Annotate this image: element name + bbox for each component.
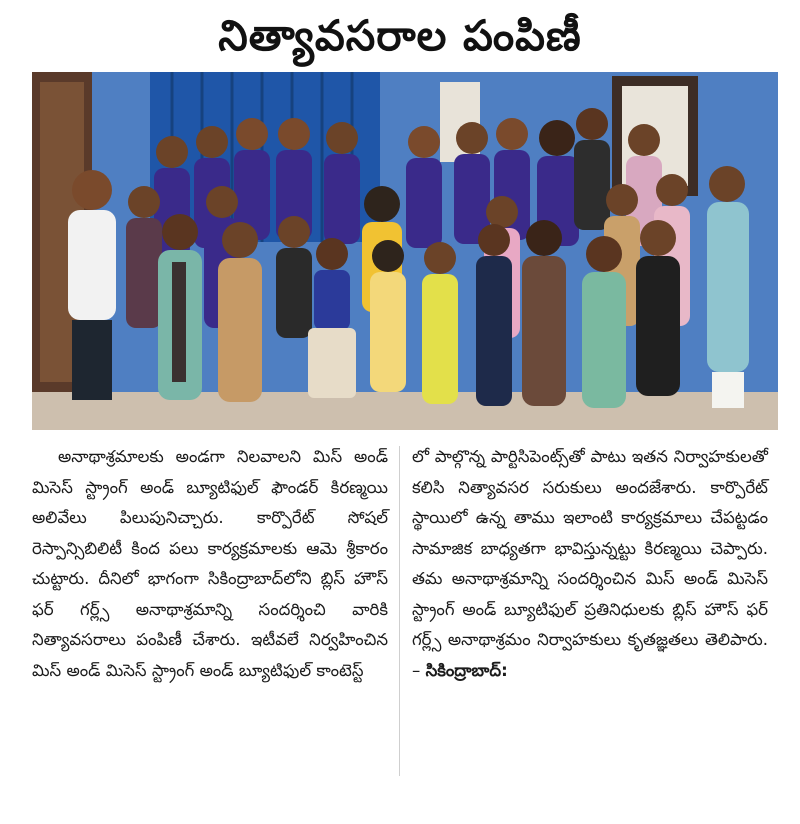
headline: నిత్యావసరాల పంపిణీ	[218, 11, 582, 60]
dateline: సికింద్రాబాద్:	[425, 660, 508, 680]
body-text-right: లో పాల్గొన్న పార్టిసిపెంట్స్‌తో పాటు ఇతన నిర్వాహకులతో కలిసి నిత్యావసర సరుకులు అందజేశారు. కార్పొరేట్ స్థాయిలో ఉన్న తాము ఇలాంటి కార్యక్రమాలు చేపట్టడం సామాజిక బాధ్యతగా భావిస్తున్నట్టు కిరణ్మయి చెప్పారు. తమ అనాథాశ్రమాన్ని సందర్శించిన మిస్ అండ్ మిసెస్ స్ట్రాంగ్ అండ్ బ్యూటిఫుల్ ప్రతినిధులకు బ్లిస్ హౌస్ ఫర్ గర్ల్స్ అనాథాశ్రమం నిర్వాహకులు కృతజ్ఞతలు తెలిపారు. –	[412, 447, 768, 680]
article-body-right	[412, 442, 768, 686]
article-body-left	[32, 442, 388, 686]
group-photo-illustration	[32, 72, 778, 430]
column-divider	[399, 446, 400, 776]
group-photo	[32, 72, 778, 430]
body-text-left: అనాథాశ్రమాలకు అండగా నిలవాలని మిస్ అండ్ మిసెస్ స్ట్రాంగ్ అండ్ బ్యూటిఫుల్ ఫౌండర్ కిరణ్మయి అలివేలు పిలుపునిచ్చారు. కార్పొరేట్ సోషల్ రెస్పాన్సిబిలిటీ కింద పలు కార్యక్రమాలకు ఆమె శ్రీకారం చుట్టారు. దీనిలో భాగంగా సికింద్రాబాద్‌లోని బ్లిస్ హౌస్ ఫర్ గర్ల్స్ అనాథాశ్రమాన్ని సందర్శించి వారికి నిత్యావసరాలు పంపిణీ చేశారు. ఇటీవలే నిర్వహించిన మిస్ అండ్ మిసెస్ స్ట్రాంగ్ అండ్ బ్యూటిఫుల్ కాంటెస్ట్	[32, 447, 388, 680]
